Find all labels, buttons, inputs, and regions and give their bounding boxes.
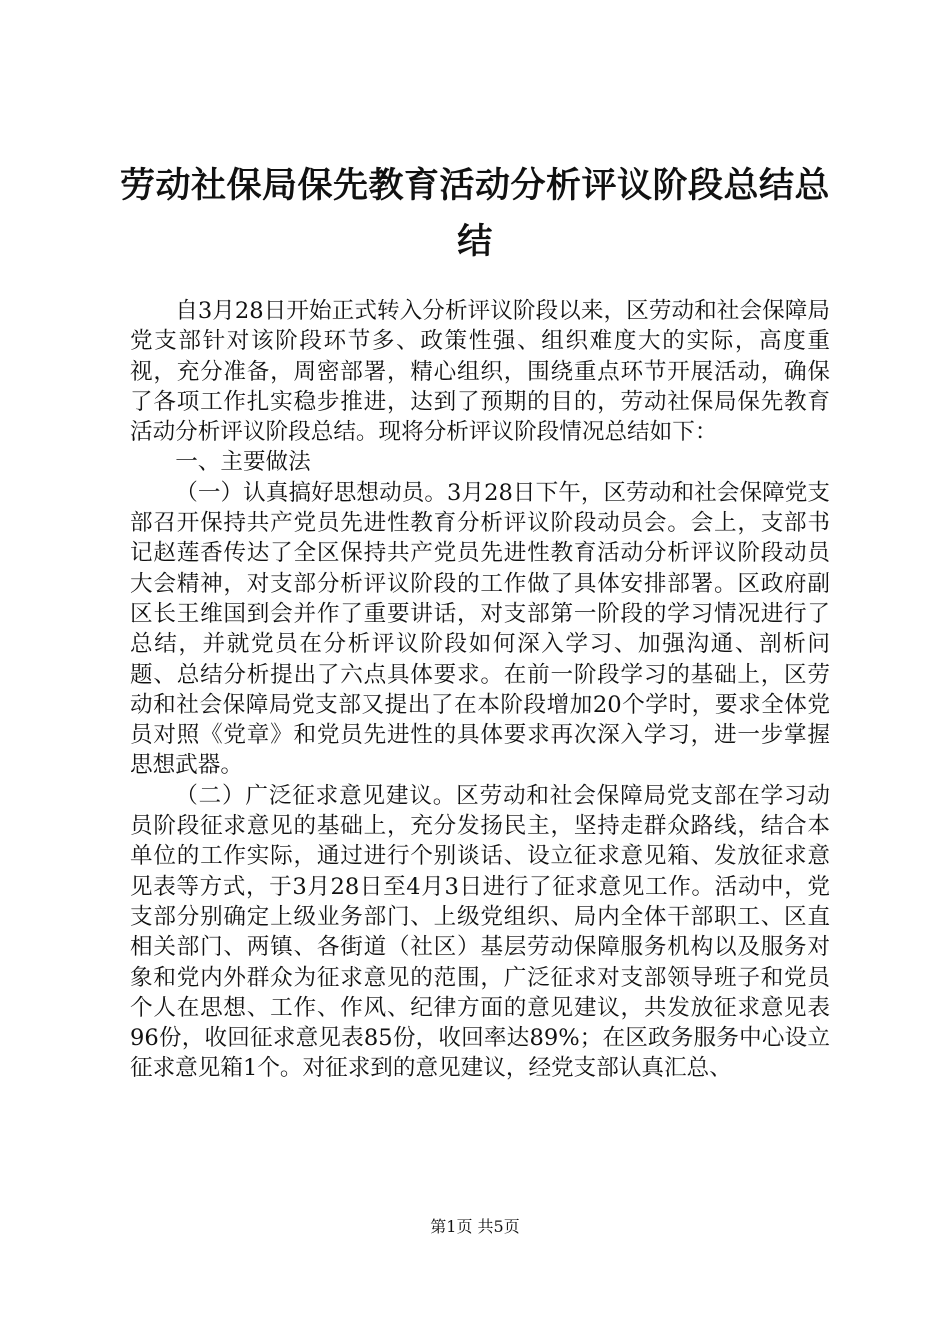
paragraph-intro: 自3月28日开始正式转入分析评议阶段以来，区劳动和社会保障局党支部针对该阶段环节多、政策性强、组织难度大的实际，高度重视，充分准备，周密部署，精心组织，围绕重点环节开展活动，确保了各项工作扎实稳步推进，达到了预期的目的，劳动社保局保先教育活动分析评议阶段总结。现将分析评议阶段情况总结如下： [130, 298, 830, 446]
paragraph-section-1: （一）认真搞好思想动员。3月28日下午，区劳动和社会保障党支部召开保持共产党员先进性教育分析评议阶段动员会。会上，支部书记赵莲香传达了全区保持共产党员先进性教育活动分析评议阶段动员大会精神，对支部分析评议阶段的工作做了具体安排部署。区政府副区长王维国到会并作了重要讲话，对支部第一阶段的学习情况进行了总结，并就党员在分析评议阶段如何深入学习、加强沟通、剖析问题、总结分析提出了六点具体要求。在前一阶段学习的基础上，区劳动和社会保障局党支部又提出了在本阶段增加20个学时，要求全体党员对照《党章》和党员先进性的具体要求再次深入学习，进一步掌握思想武器。 [130, 479, 830, 779]
page-number: 第1页 共5页 [430, 1217, 520, 1236]
paragraph-section-2: （二）广泛征求意见建议。区劳动和社会保障局党支部在学习动员阶段征求意见的基础上，充分发扬民主，坚持走群众路线，结合本单位的工作实际，通过进行个别谈话、设立征求意见箱、发放征求意见表等方式，于3月28日至4月3日进行了征求意见工作。活动中，党支部分别确定上级业务部门、上级党组织、局内全体干部职工、区直相关部门、两镇、各街道（社区）基层劳动保障服务机构以及服务对象和党内外群众为征求意见的范围，广泛征求对支部领导班子和党员个人在思想、工作、作风、纪律方面的意见建议，共发放征求意见表96份，收回征求意见表85份，收回率达89%；在区政务服务中心设立征求意见箱1个。对征求到的意见建议，经党支部认真汇总、 [130, 782, 830, 1082]
document-body [130, 296, 830, 1084]
section-heading: 一、主要做法 [175, 449, 311, 476]
document-title: 劳动社保局保先教育活动分析评议阶段总结总结 [119, 166, 830, 262]
